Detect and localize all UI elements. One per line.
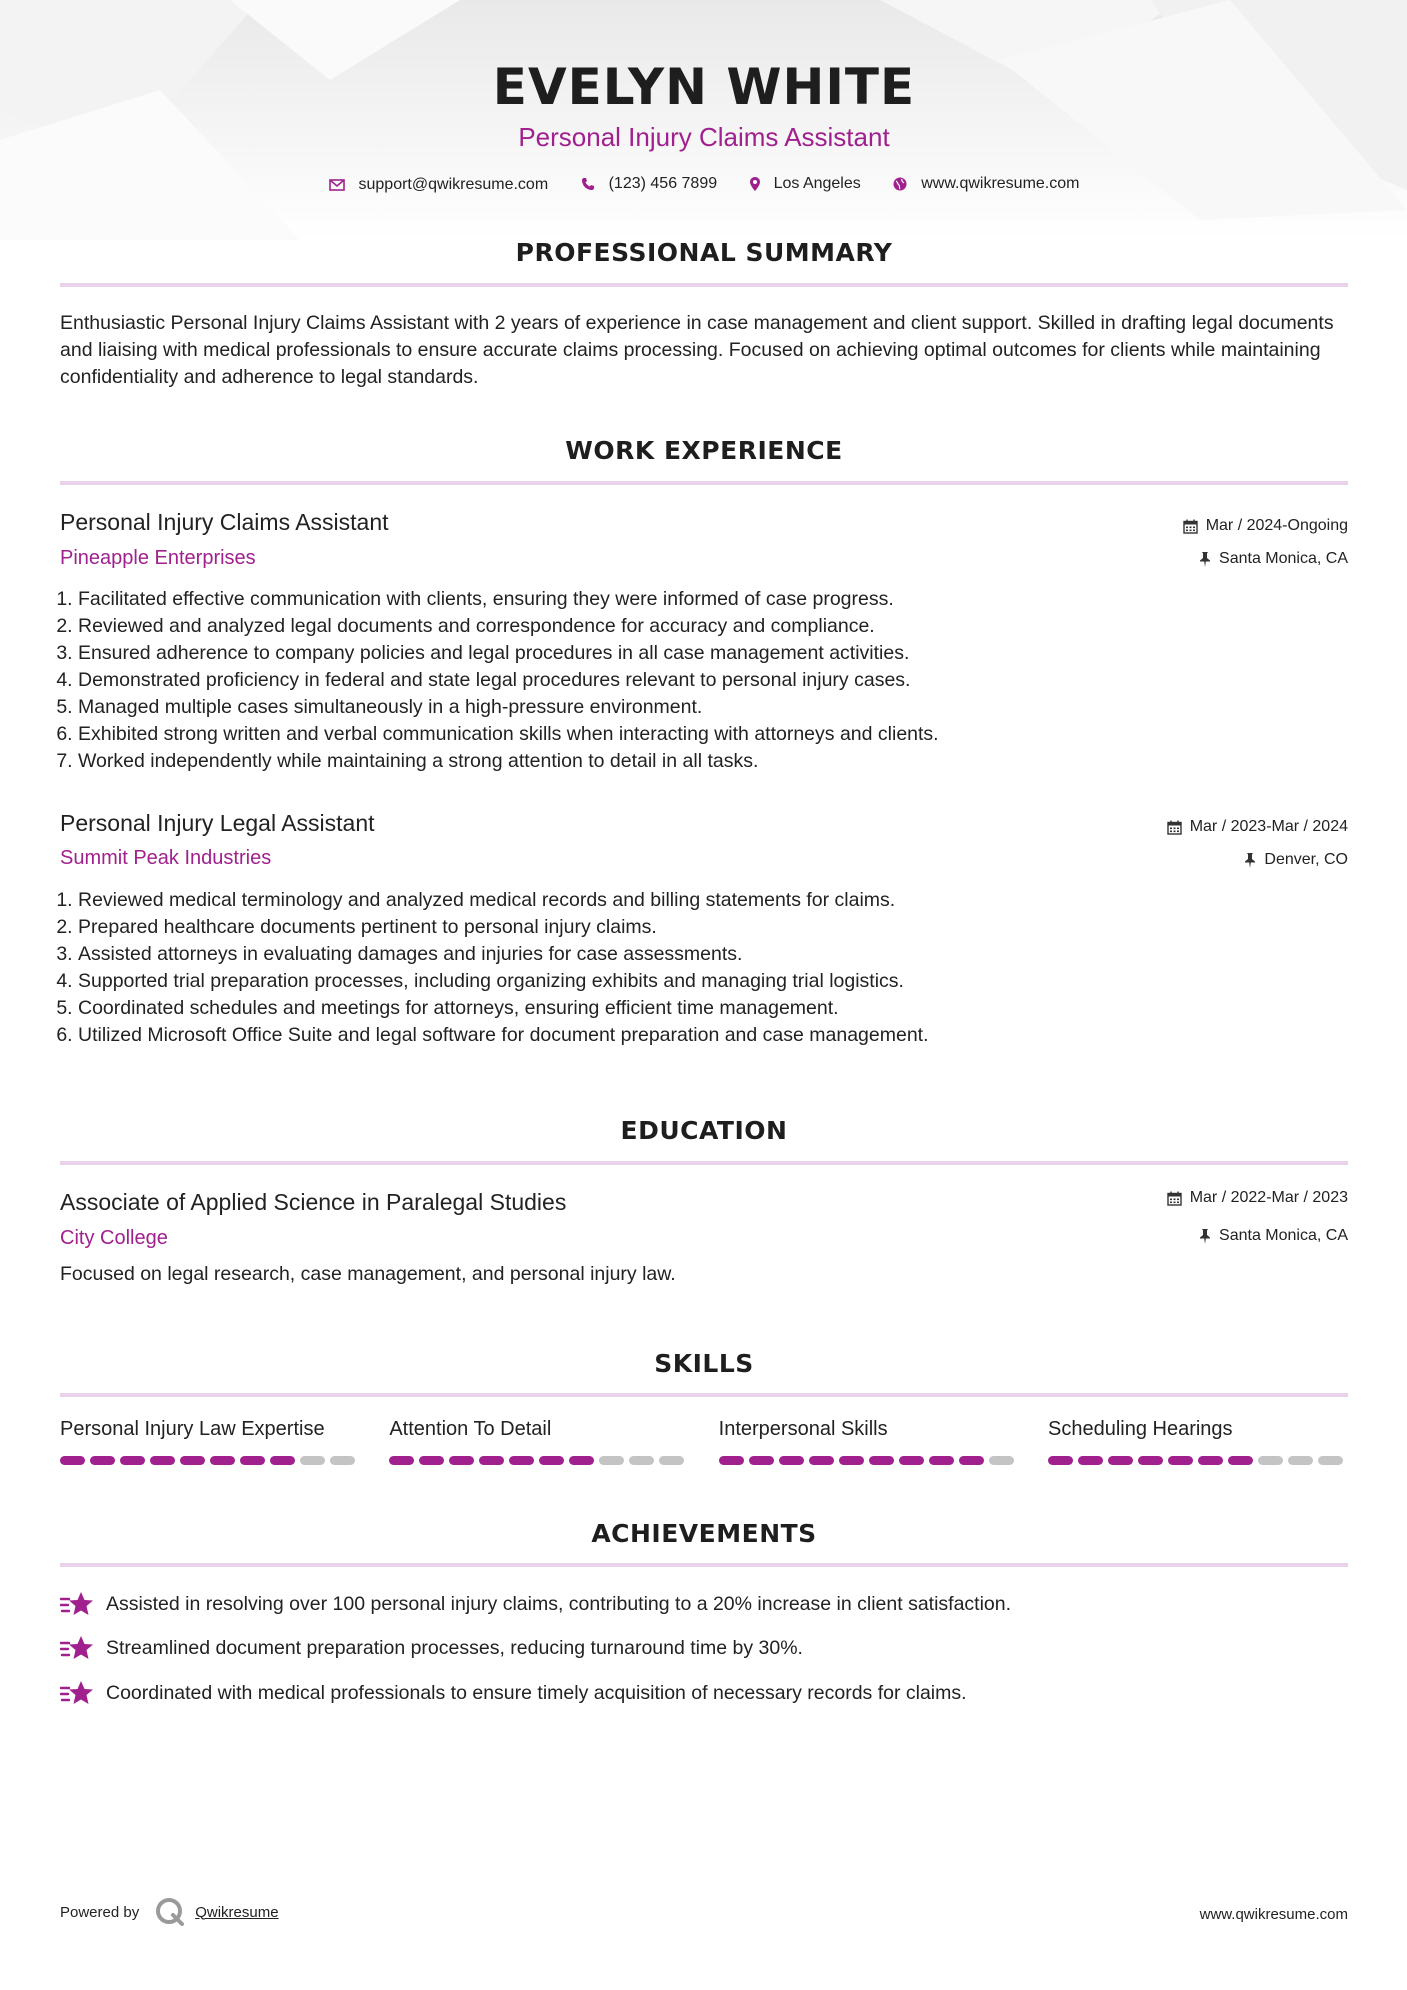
- skill-level-segment: [1168, 1456, 1193, 1465]
- skill-item: [1048, 1418, 1348, 1465]
- star-icon: [60, 1634, 94, 1662]
- skill-level-segment: [779, 1456, 804, 1465]
- education-dates: [1167, 1189, 1348, 1207]
- calendar-icon: [1167, 820, 1182, 835]
- job-dates: [1167, 818, 1348, 836]
- skills-heading: SKILLS: [654, 1349, 754, 1378]
- skill-level-bar: [1048, 1456, 1348, 1465]
- star-icon: [60, 1590, 94, 1618]
- skill-item: [389, 1418, 689, 1465]
- list-item: 5. Coordinated schedules and meetings for attorneys, ensuring efficient time management.: [78, 995, 1366, 1022]
- pushpin-icon: [1244, 853, 1256, 868]
- skill-name: Interpersonal Skills: [718, 1418, 888, 1440]
- skill-level-segment: [389, 1456, 414, 1465]
- location-text: Santa Monica, CA: [1219, 550, 1348, 567]
- skill-level-segment: [1288, 1456, 1313, 1465]
- skill-level-segment: [270, 1456, 295, 1465]
- skill-name: Scheduling Hearings: [1047, 1418, 1233, 1440]
- skill-level-segment: [240, 1456, 265, 1465]
- skill-level-segment: [899, 1456, 924, 1465]
- achievement-text: Coordinated with medical professionals to ensure timely acquisition of necessary records for claims.: [106, 1681, 967, 1704]
- website-text: www.qwikresume.com: [921, 175, 1080, 192]
- list-item: 4. Demonstrated proficiency in federal and state legal procedures relevant to personal injury cases.: [78, 667, 1366, 694]
- skill-level-segment: [300, 1456, 325, 1465]
- education-heading: EDUCATION: [620, 1116, 788, 1145]
- qwikresume-logo-icon: [155, 1897, 185, 1927]
- company-name: Pineapple Enterprises: [60, 547, 256, 569]
- list-item: 1. Reviewed medical terminology and analyzed medical records and billing statements for claims.: [78, 887, 1366, 914]
- skill-level-segment: [90, 1456, 115, 1465]
- phone-text: (123) 456 7899: [608, 175, 718, 192]
- skill-level-segment: [1258, 1456, 1283, 1465]
- skill-level-segment: [749, 1456, 774, 1465]
- skill-level-segment: [869, 1456, 894, 1465]
- skill-level-segment: [1198, 1456, 1223, 1465]
- candidate-title: Personal Injury Claims Assistant: [518, 122, 890, 152]
- job-bullets: [60, 887, 1366, 1049]
- footer-powered-by: [60, 1897, 279, 1927]
- list-item: 6. Exhibited strong written and verbal communication skills when interacting with attorneys and clients.: [78, 721, 1366, 748]
- skill-level-segment: [629, 1456, 654, 1465]
- achievements-divider: [60, 1563, 1348, 1567]
- skill-level-segment: [599, 1456, 624, 1465]
- calendar-icon: [1183, 519, 1198, 534]
- list-item: 2. Prepared healthcare documents pertinent to personal injury claims.: [78, 914, 1366, 941]
- candidate-name: EVELYN WHITE: [492, 58, 916, 116]
- header-background: [0, 0, 1407, 240]
- pushpin-icon: [1199, 1229, 1211, 1244]
- skill-level-segment: [1078, 1456, 1103, 1465]
- list-item: 3. Assisted attorneys in evaluating damages and injuries for case assessments.: [78, 941, 1366, 968]
- skills-list: [60, 1418, 1348, 1465]
- summary-divider: [60, 283, 1348, 287]
- skill-level-segment: [719, 1456, 744, 1465]
- achievement-item: [60, 1634, 803, 1662]
- achievement-text: Assisted in resolving over 100 personal injury claims, contributing to a 20% increase in client satisfaction.: [106, 1592, 1012, 1615]
- skill-level-segment: [959, 1456, 984, 1465]
- education-divider: [60, 1161, 1348, 1165]
- map-pin-icon: [750, 177, 760, 191]
- skill-name: Personal Injury Law Expertise: [60, 1418, 325, 1440]
- dates-text: Mar / 2024-Ongoing: [1205, 517, 1348, 534]
- list-item: 2. Reviewed and analyzed legal documents and correspondence for accuracy and compliance.: [78, 613, 1366, 640]
- company-name: Summit Peak Industries: [60, 847, 272, 869]
- list-item: 4. Supported trial preparation processes, including organizing exhibits and managing trial logistics.: [78, 968, 1366, 995]
- skill-level-segment: [539, 1456, 564, 1465]
- skill-level-segment: [509, 1456, 534, 1465]
- skill-level-bar: [389, 1456, 689, 1465]
- achievement-item: [60, 1590, 1011, 1618]
- brand-link[interactable]: Qwikresume: [195, 1903, 279, 1921]
- location-text: Santa Monica, CA: [1219, 1227, 1348, 1244]
- skill-level-segment: [1138, 1456, 1163, 1465]
- contact-email[interactable]: [329, 176, 549, 194]
- skill-level-segment: [1048, 1456, 1073, 1465]
- summary-heading: PROFESSIONAL SUMMARY: [515, 238, 893, 267]
- list-item: 5. Managed multiple cases simultaneously in a high-pressure environment.: [78, 694, 1366, 721]
- degree-title: Associate of Applied Science in Paralegal Studies: [60, 1189, 567, 1215]
- envelope-icon: [329, 179, 345, 191]
- skill-level-segment: [1318, 1456, 1343, 1465]
- contact-location: [750, 175, 861, 193]
- achievement-item: [60, 1679, 967, 1707]
- powered-by-label: Powered by: [60, 1903, 140, 1921]
- school-name: City College: [60, 1227, 168, 1249]
- skill-level-segment: [1108, 1456, 1133, 1465]
- skill-level-bar: [60, 1456, 360, 1465]
- skill-level-segment: [569, 1456, 594, 1465]
- list-item: 7. Worked independently while maintaining a strong attention to detail in all tasks.: [78, 748, 1366, 775]
- job-bullets: [60, 586, 1366, 775]
- contact-phone[interactable]: [581, 175, 718, 193]
- phone-icon: [581, 177, 595, 191]
- experience-divider: [60, 481, 1348, 485]
- skill-level-segment: [659, 1456, 684, 1465]
- achievements-heading: ACHIEVEMENTS: [591, 1519, 817, 1548]
- skill-name: Attention To Detail: [389, 1418, 552, 1440]
- skill-level-segment: [330, 1456, 355, 1465]
- skill-level-segment: [60, 1456, 85, 1465]
- list-item: 1. Facilitated effective communication with clients, ensuring they were informed of case progress.: [78, 586, 1366, 613]
- skill-level-segment: [120, 1456, 145, 1465]
- skill-level-segment: [180, 1456, 205, 1465]
- skill-item: [719, 1418, 1019, 1465]
- experience-heading: WORK EXPERIENCE: [565, 436, 843, 465]
- skill-level-segment: [419, 1456, 444, 1465]
- skill-level-segment: [989, 1456, 1014, 1465]
- skill-level-segment: [150, 1456, 175, 1465]
- education-description: Focused on legal research, case management, and personal injury law.: [60, 1263, 676, 1285]
- job-dates: [1183, 517, 1348, 535]
- skill-level-segment: [929, 1456, 954, 1465]
- list-item: 6. Utilized Microsoft Office Suite and legal software for document preparation and case management.: [78, 1022, 1366, 1049]
- globe-icon: [893, 177, 907, 191]
- job-title: Personal Injury Legal Assistant: [60, 810, 375, 836]
- calendar-icon: [1167, 1191, 1182, 1206]
- skill-level-segment: [449, 1456, 474, 1465]
- skill-level-segment: [809, 1456, 834, 1465]
- star-icon: [60, 1679, 94, 1707]
- skill-item: [60, 1418, 360, 1465]
- footer-website[interactable]: www.qwikresume.com: [1199, 1906, 1348, 1923]
- email-text: support@qwikresume.com: [358, 176, 549, 193]
- contact-website[interactable]: [893, 175, 1079, 193]
- contact-bar: [60, 175, 1348, 196]
- pushpin-icon: [1199, 552, 1211, 567]
- dates-text: Mar / 2022-Mar / 2023: [1189, 1189, 1348, 1206]
- skill-level-segment: [479, 1456, 504, 1465]
- achievement-text: Streamlined document preparation processes, reducing turnaround time by 30%.: [106, 1636, 803, 1659]
- list-item: 3. Ensured adherence to company policies and legal procedures in all case management activities.: [78, 640, 1366, 667]
- job-location: [1244, 851, 1348, 869]
- location-text: Denver, CO: [1264, 851, 1348, 868]
- education-location: [1199, 1227, 1348, 1245]
- job-title: Personal Injury Claims Assistant: [60, 509, 389, 535]
- location-text: Los Angeles: [773, 175, 861, 192]
- dates-text: Mar / 2023-Mar / 2024: [1189, 818, 1348, 835]
- skill-level-segment: [210, 1456, 235, 1465]
- job-location: [1199, 550, 1348, 568]
- skills-divider: [60, 1393, 1348, 1397]
- skill-level-segment: [1228, 1456, 1253, 1465]
- skill-level-bar: [719, 1456, 1019, 1465]
- skill-level-segment: [839, 1456, 864, 1465]
- summary-text: Enthusiastic Personal Injury Claims Assistant with 2 years of experience in case management and client support. Skilled in drafting legal documents and liaising with medical professionals to ensure accurate claims processing. Focused on achieving optimal outcomes for clients while maintaining confidentiality and adherence to legal standards.: [60, 312, 1334, 388]
